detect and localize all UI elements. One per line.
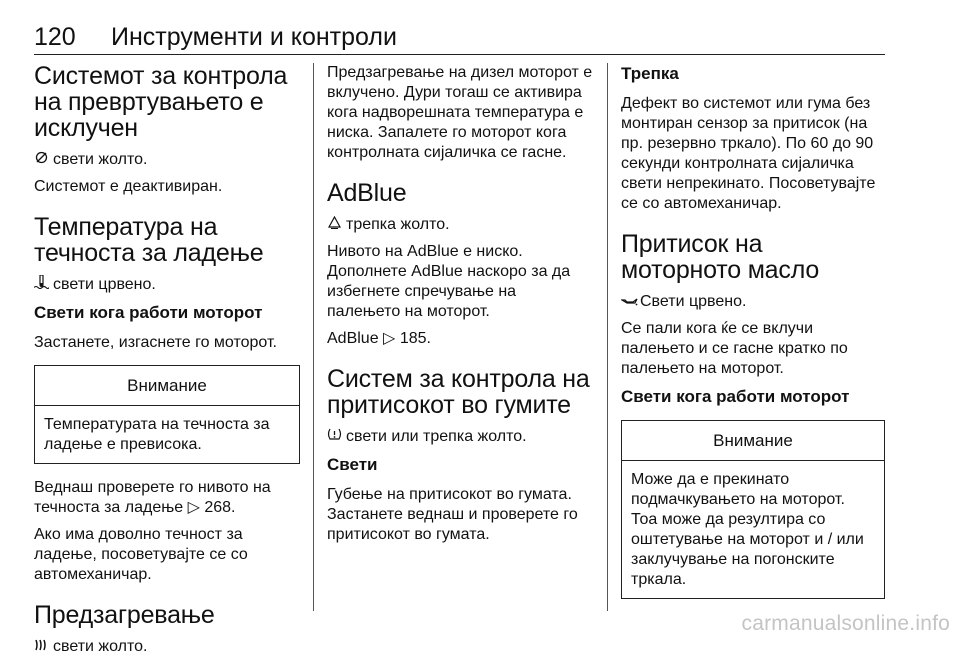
oil-pressure-icon [621, 291, 636, 311]
paragraph: Ако има доволно течност за ладење, посоветувајте се со автомеханичар. [34, 526, 248, 583]
adblue-icon [327, 214, 342, 234]
paragraph: Се пали кога ќе се вклучи палењето и се гасне кратко по палењето на моторот. [621, 320, 848, 377]
caution-text: Може да е прекинато подмачкувањето на моторот. Тоа може да резултира со оштетување на моторот и / или заклучување на погонските тркала. [631, 471, 864, 588]
paragraph: Веднаш проверете го нивото на течноста за ладење ▷ 268. [34, 479, 271, 516]
caution-text: Температурата на течноста за ладење е превисока. [44, 416, 270, 453]
header-divider [34, 54, 885, 55]
column-left [34, 63, 300, 664]
column-divider [313, 63, 314, 611]
page-number: 120 [34, 23, 76, 51]
paragraph: Дефект во системот или гума без монтиран сензор за притисок (на пр. резервно тркало). По 60 до 90 секунди контролната сијаличка свети непрекинато. Посоветувајте се со автомеханичар. [621, 95, 876, 212]
caution-heading: Внимание [622, 421, 884, 461]
paragraph: Системот е деактивиран. [34, 178, 223, 195]
paragraph: Губење на притисокот во гумата. Застанете веднаш и проверете го притисокот во гумата. [327, 486, 578, 543]
caution-box [34, 365, 300, 464]
chapter-title: Инструменти и контроли [111, 23, 397, 51]
paragraph: Предзагревање на дизел моторот е вклучено. Дури тогаш се активира кога надворешната температура е ниска. Запалете го моторот кога контролната сијаличка се гасне. [327, 64, 593, 161]
section-title-oil-pressure: Притисок на моторното масло [621, 230, 820, 284]
page-reference: 268. [204, 499, 236, 516]
paragraph: свети жолто. [34, 149, 300, 170]
subheading: Свети кога работи моторот [34, 303, 263, 322]
subheading: Трепка [621, 64, 679, 83]
tire-pressure-icon [327, 426, 342, 446]
section-title-tire-pressure: Систем за контрола на притисокот во гумите [327, 365, 590, 419]
page-reference-icon: ▷ [383, 330, 396, 347]
section-title-rollover: Систeмот за контрола на превртувањето е исклучен [34, 62, 288, 142]
paragraph: свети црвено. [34, 274, 300, 295]
paragraph: Застанете, изгаснете го моторот. [34, 334, 277, 351]
paragraph: Свети црвено. [621, 291, 885, 312]
column-divider [607, 63, 608, 611]
paragraph: Нивото на AdBlue е ниско. Дополнете AdBlue наскоро за да избегнете спречување на палењето на моторот. [327, 243, 571, 320]
caution-heading: Внимание [35, 366, 299, 406]
rollover-off-icon [34, 149, 49, 169]
subheading: Свети кога работи моторот [621, 387, 850, 406]
glow-plug-icon [34, 636, 49, 656]
page-header [34, 22, 885, 56]
caution-box [621, 420, 885, 599]
watermark: carmanualsonline.info [741, 612, 950, 635]
subheading: Свети [327, 455, 378, 474]
section-title-coolant: Температура на течноста за ладење [34, 213, 264, 267]
section-title-adblue: AdBlue [327, 179, 407, 207]
page-reference: 185. [399, 330, 431, 347]
paragraph: AdBlue ▷ 185. [327, 330, 431, 347]
coolant-temperature-icon [34, 274, 49, 294]
paragraph: свети жолто. [34, 636, 300, 657]
page-reference-icon: ▷ [187, 499, 200, 516]
column-right [621, 63, 885, 613]
paragraph: трепка жолто. [327, 214, 593, 235]
column-middle [327, 63, 593, 552]
section-title-preheat: Предзагревање [34, 601, 215, 629]
paragraph: свети или трепка жолто. [327, 426, 593, 447]
